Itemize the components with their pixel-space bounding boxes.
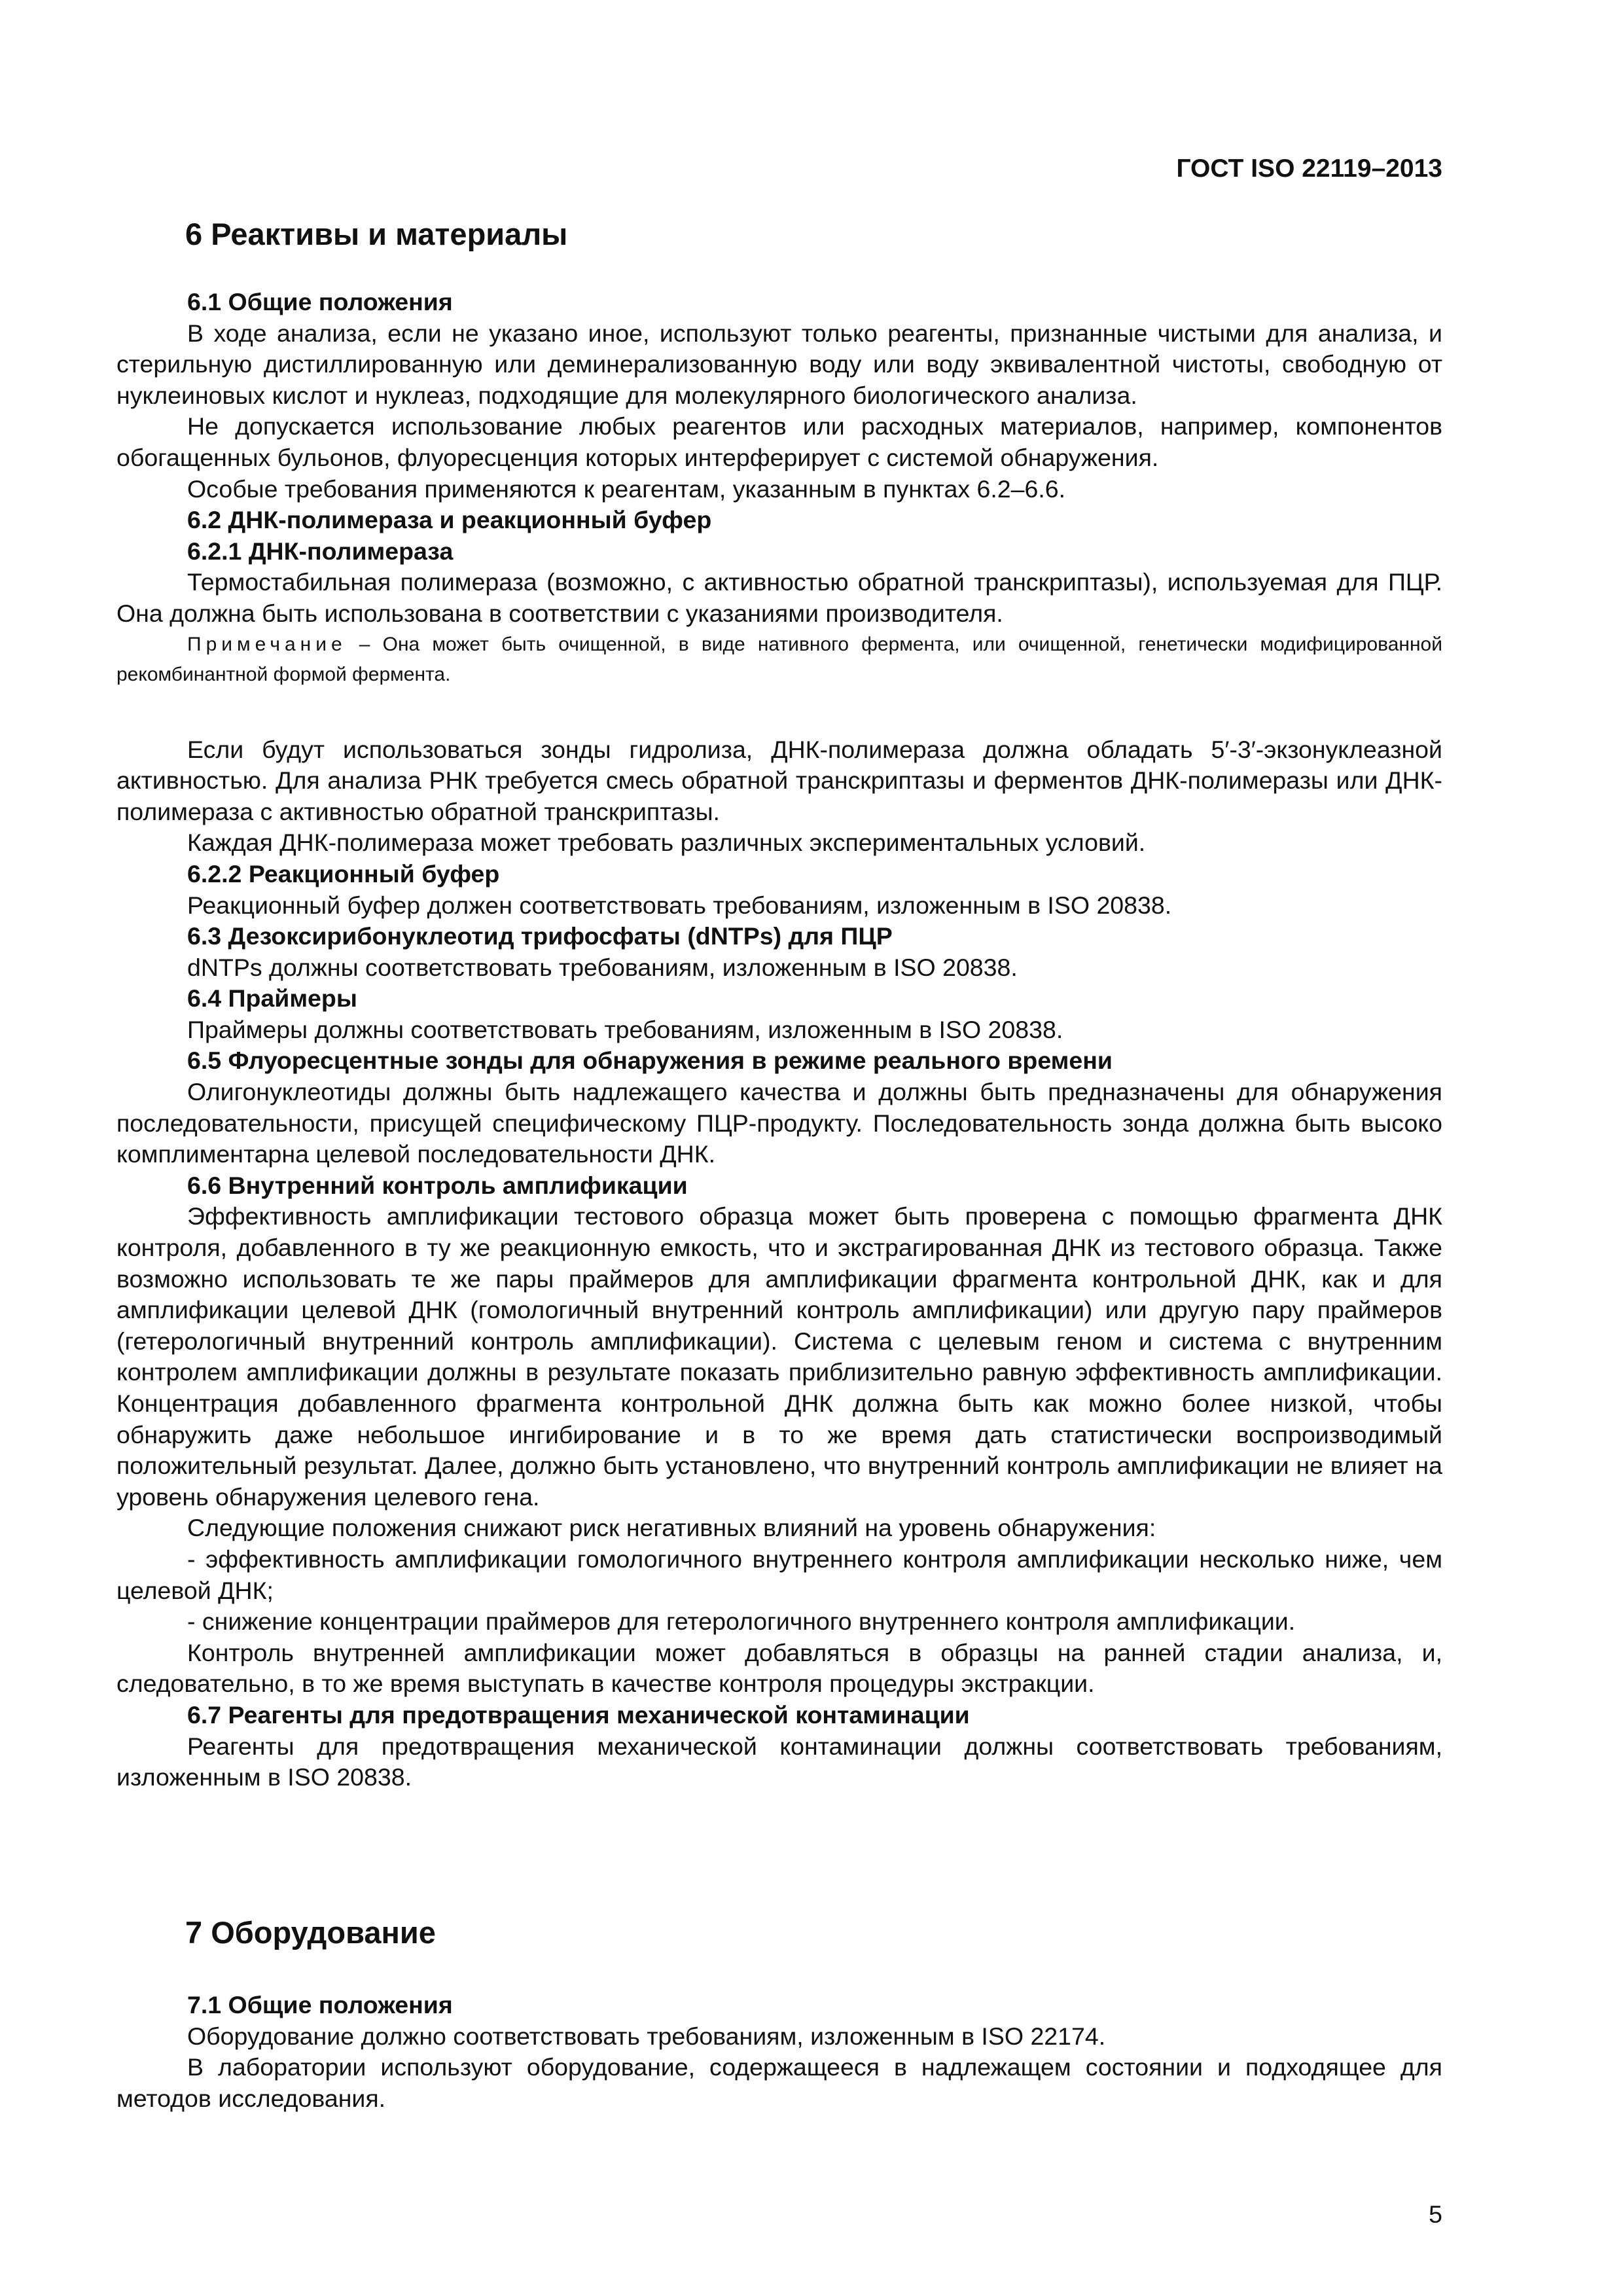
paragraph: Не допускается использование любых реагентов или расходных материалов, например, компонентов обогащенных бульонов, флуоресценция которых интерферирует с системой обнаружения. <box>116 412 1442 471</box>
paragraph: Контроль внутренней амплификации может добавляться в образцы на ранней стадии анализа, и, следовательно, в то же время выступать в качестве контроля процедуры экстракции. <box>116 1638 1442 1698</box>
page-number: 5 <box>1429 2200 1442 2228</box>
note-label: Примечание <box>187 633 347 655</box>
paragraph: Термостабильная полимераза (возможно, с активностью обратной транскриптазы), используемая для ПЦР. Она должна быть использована в соответствии с указаниями производителя. <box>116 568 1442 627</box>
heading-6-7: 6.7 Реагенты для предотвращения механической контаминации <box>187 1700 970 1729</box>
paragraph: Каждая ДНК-полимераза может требовать различных экспериментальных условий. <box>187 829 1146 857</box>
document-id: ГОСТ ISO 22119–2013 <box>1176 154 1442 183</box>
heading-6-2-2: 6.2.2 Реакционный буфер <box>187 859 500 888</box>
note-text: – Она может быть очищенной, в виде нативного фермента, или очищенной, генетически модифицированной рекомбинантной формой фермента. <box>116 633 1442 685</box>
paragraph: В лаборатории используют оборудование, содержащееся в надлежащем состоянии и подходящее для методов исследования. <box>116 2053 1442 2112</box>
heading-6-2-1: 6.2.1 ДНК-полимераза <box>187 537 454 565</box>
heading-6-2: 6.2 ДНК-полимераза и реакционный буфер <box>187 506 712 534</box>
heading-6-5: 6.5 Флуоресцентные зонды для обнаружения в режиме реального времени <box>187 1047 1113 1075</box>
spacer <box>116 690 1442 734</box>
heading-6-3: 6.3 Дезоксирибонуклеотид трифосфаты (dNTPs) для ПЦР <box>187 922 893 950</box>
heading-6-4: 6.4 Праймеры <box>187 984 357 1013</box>
paragraph: Реагенты для предотвращения механической контаминации должны соответствовать требованиям, изложенным в ISO 20838. <box>116 1732 1442 1791</box>
note <box>116 630 1442 690</box>
paragraph: Особые требования применяются к реагентам, указанным в пунктах 6.2–6.6. <box>187 475 1066 503</box>
section-6-body <box>116 287 1442 1793</box>
section-7-body <box>116 1990 1442 2114</box>
section-6-title: 6 Реактивы и материалы <box>185 217 568 251</box>
paragraph: Следующие положения снижают риск негативных влияний на уровень обнаружения: <box>187 1514 1156 1542</box>
paragraph: Олигонуклеотиды должны быть надлежащего качества и должны быть предназначены для обнаружения последовательности, присущей специфическому ПЦР-продукту. Последовательность зонда должна быть высоко комплиментарна целевой последовательности ДНК. <box>116 1078 1442 1168</box>
paragraph: В ходе анализа, если не указано иное, используют только реагенты, признанные чистыми для анализа, и стерильную дистиллированную или деминерализованную воду или воду эквивалентной чистоты, свободную от нуклеиновых кислот и нуклеаз, подходящие для молекулярного биологического анализа. <box>116 319 1442 409</box>
paragraph: Если будут использоваться зонды гидролиза, ДНК-полимераза должна обладать 5′-3′-экзонуклеазной активностью. Для анализа РНК требуется смесь обратной транскриптазы и ферментов ДНК-полимеразы или ДНК-полимераза с активностью обратной транскриптазы. <box>116 735 1442 825</box>
paragraph: dNTPs должны соответствовать требованиям, изложенным в ISO 20838. <box>187 953 1018 981</box>
heading-7-1: 7.1 Общие положения <box>187 1991 453 2018</box>
paragraph: Оборудование должно соответствовать требованиям, изложенным в ISO 22174. <box>187 2022 1106 2050</box>
paragraph: Праймеры должны соответствовать требованиям, изложенным в ISO 20838. <box>187 1015 1063 1043</box>
paragraph: Эффективность амплификации тестового образца может быть проверена с помощью фрагмента ДНК контроля, добавленного в ту же реакционную емкость, что и экстрагированная ДНК из тестового образца. Также возможно использовать те же пары праймеров для амплификации фрагмента контрольной ДНК, как и для амплификации целевой ДНК (гомологичный внутренний контроль амплификации) или другую пару праймеров (гетерологичный внутренний контроль амплификации). Система с целевым геном и система с внутренним контролем амплификации должны в результате показать приблизительно равную эффективность амплификации. Концентрация добавленного фрагмента контрольной ДНК должна быть как можно более низкой, чтобы обнаружить даже небольшое ингибирование и в то же время дать статистически воспроизводимый положительный результат. Далее, должно быть установлено, что внутренний контроль амплификации не влияет на уровень обнаружения целевого гена. <box>116 1202 1442 1511</box>
heading-6-6: 6.6 Внутренний контроль амплификации <box>187 1171 688 1199</box>
list-item: - снижение концентрации праймеров для гетерологичного внутреннего контроля амплификации. <box>187 1607 1296 1636</box>
paragraph: Реакционный буфер должен соответствовать требованиям, изложенным в ISO 20838. <box>187 891 1172 919</box>
heading-6-1: 6.1 Общие положения <box>187 288 453 315</box>
list-item: - эффективность амплификации гомологичного внутреннего контроля амплификации несколько ниже, чем целевой ДНК; <box>116 1545 1442 1604</box>
section-7-title: 7 Оборудование <box>185 1915 436 1950</box>
